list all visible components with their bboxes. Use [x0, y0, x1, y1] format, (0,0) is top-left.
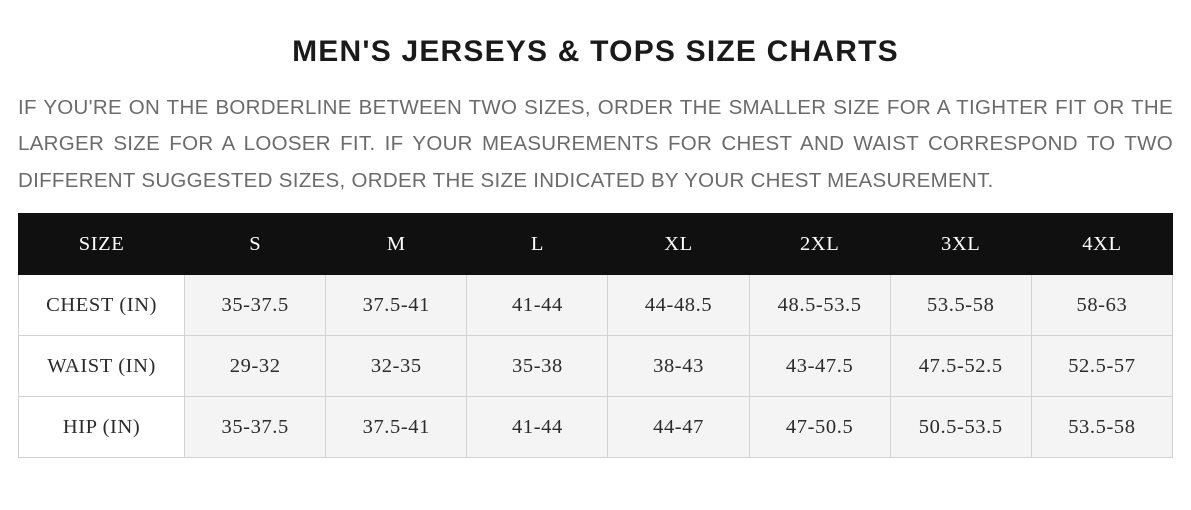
column-header-s: S: [185, 214, 326, 275]
cell-chest-s: 35-37.5: [185, 275, 326, 336]
cell-hip-3xl: 50.5-53.5: [890, 397, 1031, 458]
row-label-hip: HIP (IN): [19, 397, 185, 458]
column-header-l: L: [467, 214, 608, 275]
cell-chest-l: 41-44: [467, 275, 608, 336]
column-header-xl: XL: [608, 214, 749, 275]
cell-chest-4xl: 58-63: [1031, 275, 1172, 336]
column-header-size: SIZE: [19, 214, 185, 275]
table-header-row: [19, 214, 1173, 275]
cell-waist-xl: 38-43: [608, 336, 749, 397]
table-row: [19, 397, 1173, 458]
table-row: [19, 336, 1173, 397]
cell-chest-xl: 44-48.5: [608, 275, 749, 336]
table-body: [19, 275, 1173, 458]
table-header: [19, 214, 1173, 275]
cell-chest-2xl: 48.5-53.5: [749, 275, 890, 336]
column-header-4xl: 4XL: [1031, 214, 1172, 275]
column-header-3xl: 3XL: [890, 214, 1031, 275]
cell-hip-4xl: 53.5-58: [1031, 397, 1172, 458]
cell-hip-2xl: 47-50.5: [749, 397, 890, 458]
table-row: [19, 275, 1173, 336]
cell-waist-m: 32-35: [326, 336, 467, 397]
cell-waist-3xl: 47.5-52.5: [890, 336, 1031, 397]
cell-hip-m: 37.5-41: [326, 397, 467, 458]
cell-chest-3xl: 53.5-58: [890, 275, 1031, 336]
intro-paragraph: IF YOU'RE ON THE BORDERLINE BETWEEN TWO SIZES, ORDER THE SMALLER SIZE FOR A TIGHTER FIT OR THE LARGER SIZE FOR A LOOSER FIT. IF YOUR MEASUREMENTS FOR CHEST AND WAIST CORRESPOND TO TWO DIFFERENT SUGGESTED SIZES, ORDER THE SIZE INDICATED BY YOUR CHEST MEASUREMENT.: [18, 96, 1173, 192]
cell-hip-l: 41-44: [467, 397, 608, 458]
row-label-waist: WAIST (IN): [19, 336, 185, 397]
cell-waist-2xl: 43-47.5: [749, 336, 890, 397]
size-chart-table: [18, 213, 1173, 458]
cell-waist-l: 35-38: [467, 336, 608, 397]
cell-hip-s: 35-37.5: [185, 397, 326, 458]
size-chart-table-wrapper: [18, 213, 1173, 458]
page-title: MEN'S JERSEYS & TOPS SIZE CHARTS: [292, 35, 899, 68]
cell-waist-s: 29-32: [185, 336, 326, 397]
cell-chest-m: 37.5-41: [326, 275, 467, 336]
column-header-2xl: 2XL: [749, 214, 890, 275]
cell-hip-xl: 44-47: [608, 397, 749, 458]
column-header-m: M: [326, 214, 467, 275]
row-label-chest: CHEST (IN): [19, 275, 185, 336]
cell-waist-4xl: 52.5-57: [1031, 336, 1172, 397]
